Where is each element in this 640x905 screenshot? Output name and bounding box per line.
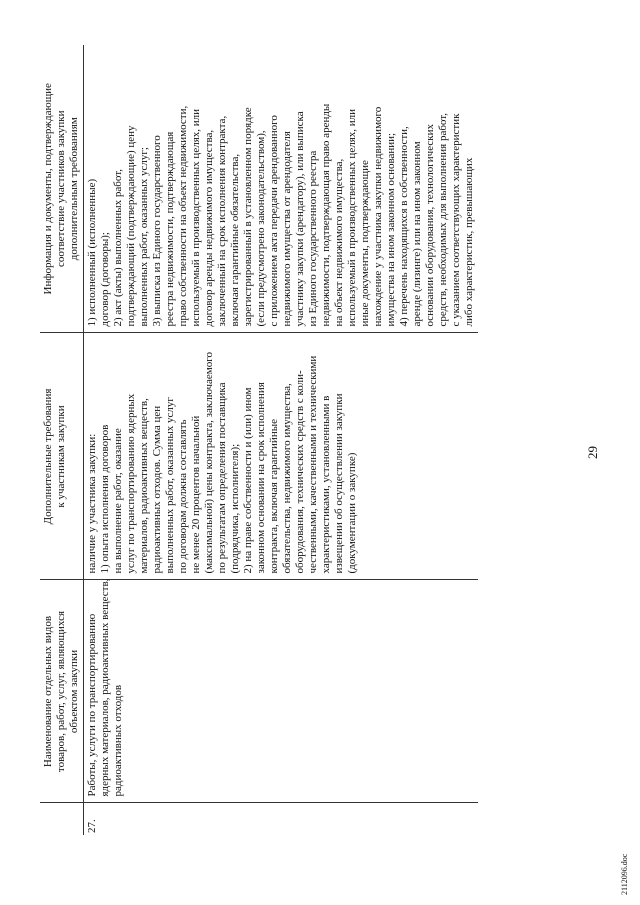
row-number: 27. [86,819,98,833]
header-documents: Информация и документы, подтверждающие соответствие участников закупки дополнительным требованиям [40,45,84,333]
table-header-row [40,45,84,835]
row-requirements: наличие у участника закупки: 1) опыта исполнения договоров на выполнение работ, оказание услуг по транспортированию ядерных материалов, радиоактивных веществ, радиоактивных отходов. Сумма цен выполненных работ, оказанных услуг по договорам должна составлять не менее 20 процентов начальной (максимальной) цены контракта, заключаемого по результатам определения поставщика (подрядчика, исполнителя); 2) на праве собственности и (или) ином законном основании на срок исполнения контракта, включая гарантийные обязательства, недвижимого имущества, оборудования, технических средств с коли- чественными, качественными и техническими характеристиками, установленными в извещении об осуществлении закупки (документации о закупке) [84,333,479,580]
header-name: Наименование отдельных видов товаров, работ, услуг, являющихся объектом закупки [40,580,84,803]
requirements-table [40,45,478,835]
document-code: 2112096.doc [620,853,629,895]
row-documents: 1) исполненный (исполненные) договор (договоры); 2) акт (акты) выполненных работ, подтверждающий (подтверждающие) цену выполненных работ, оказанных услуг; 3) выписка из Единого государственного реестра недвижимости, подтверждающая право собственности на объект недвижимости, используемый в производственных целях, или договор аренды недвижимого имущества, заключенный на срок исполнения контракта, включая гарантийные обязательства, зарегистрированный в установленном порядке (если предусмотрено законодательством), с приложением акта передачи арендованного недвижимого имущества от арендодателя участнику закупки (арендатору), или выписка из Единого государственного реестра недвижимости, подтверждающая право аренды на объект недвижимого имущества, используемый в производственных целях, или иные документы, подтверждающие нахождение у участника закупки недвижимого имущества на ином законном основании; 4) перечень находящихся в собственности, аренде (лизинге) или на ином законном основании оборудования, технологических средств, необходимых для выполнения работ, с указанием соответствующих характеристик либо характеристик, превышающих [84,45,479,333]
table-row [84,45,479,835]
row-name: Работы, услуги по транспортированию ядерных материалов, радиоактивных веществ, радиоактивных отходов [84,580,479,803]
header-number [40,803,84,835]
page-number: 29 [585,446,600,459]
header-requirements: Дополнительные требования к участникам закупки [40,333,84,580]
